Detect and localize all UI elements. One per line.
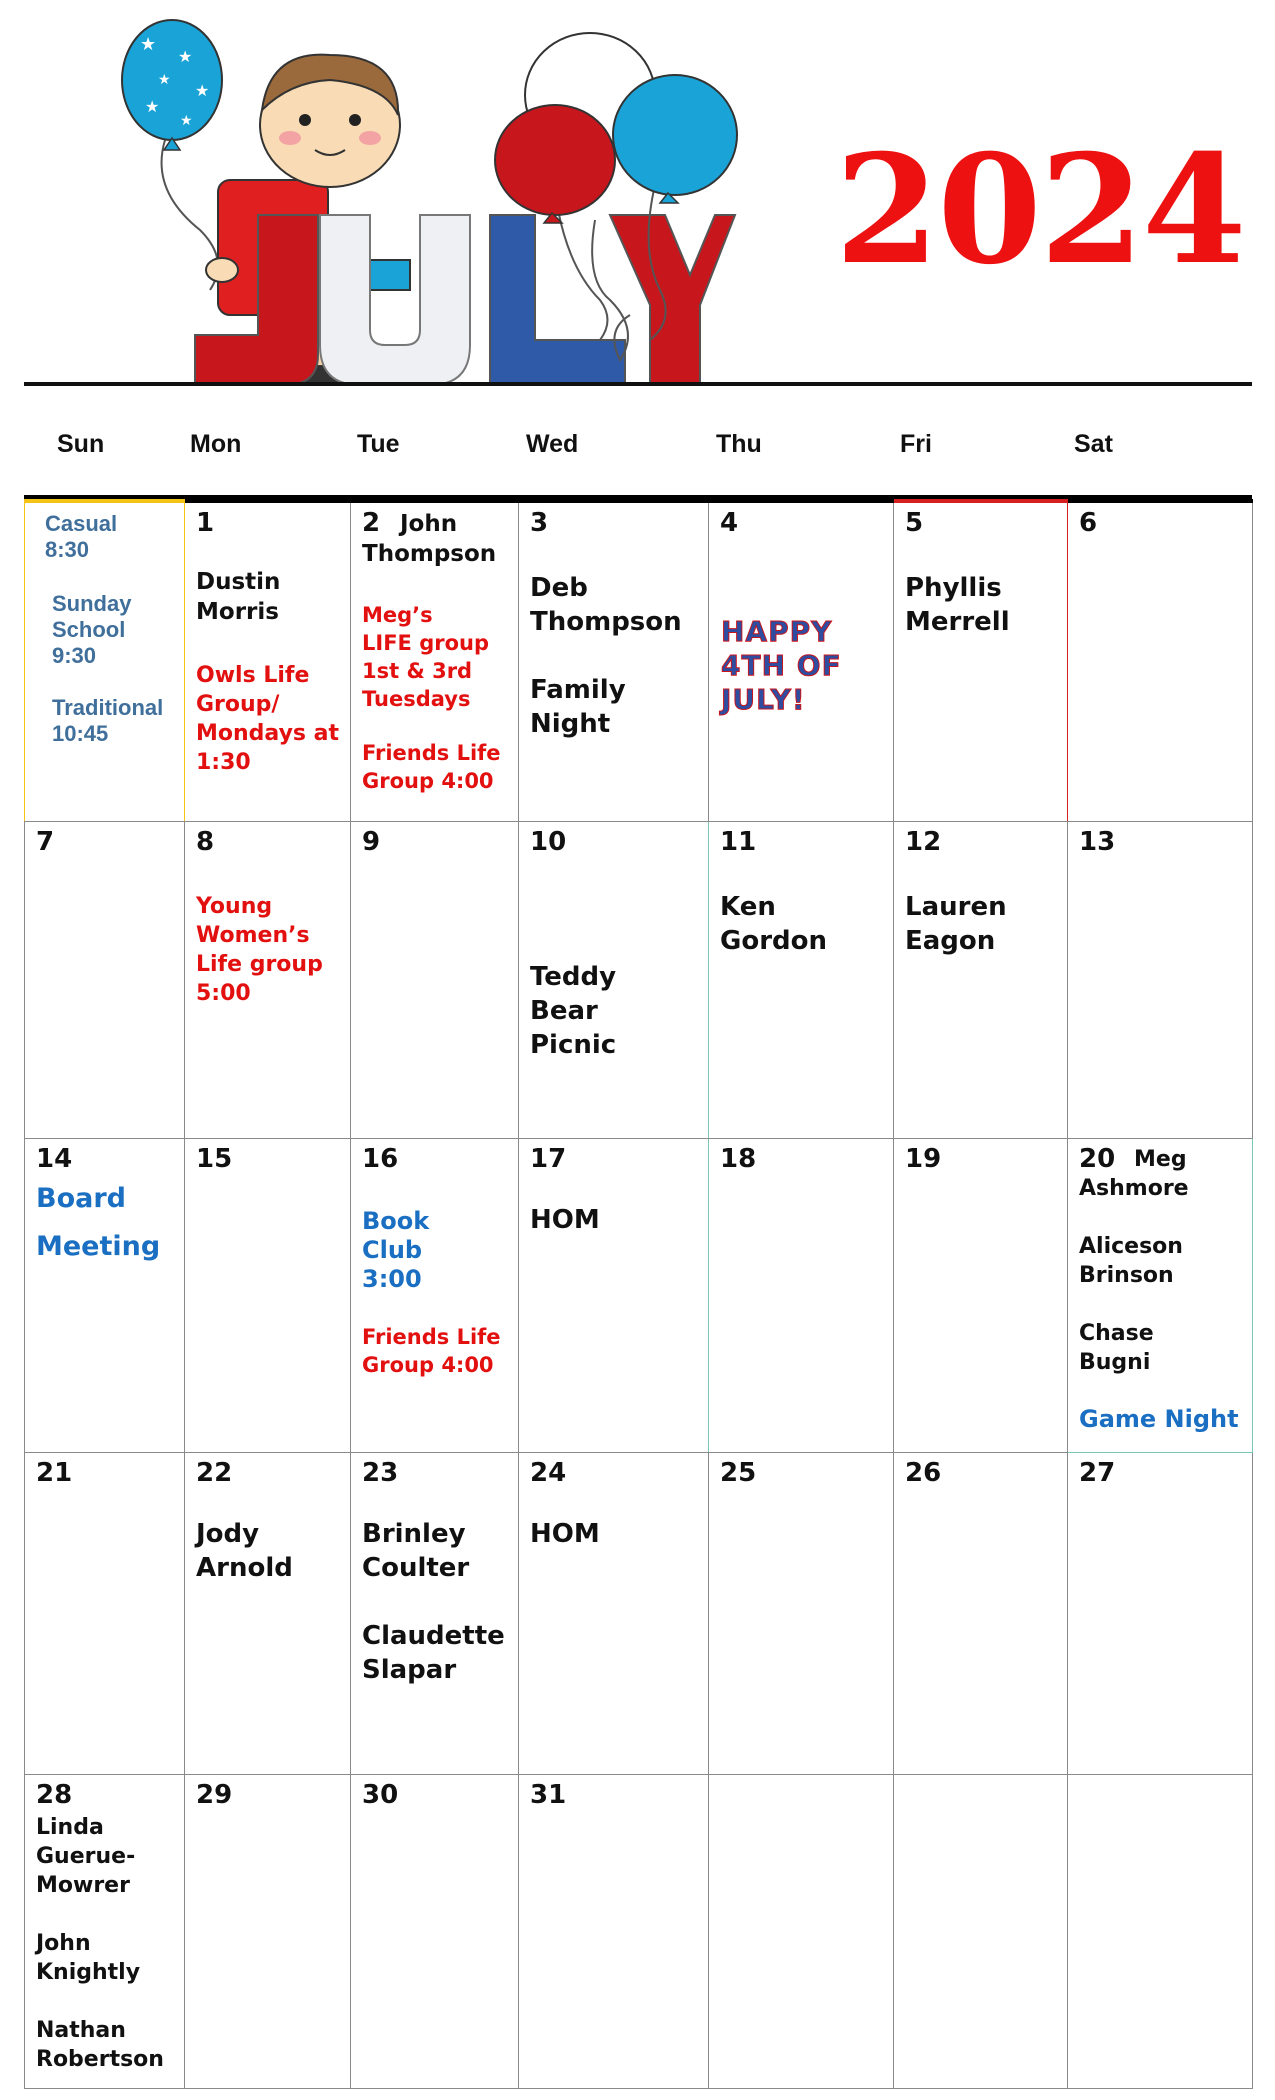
- header-divider: [24, 382, 1252, 386]
- event-text-life-group: Meg’s LIFE group 1st & 3rd Tuesdays: [362, 603, 489, 711]
- day-number: 25: [720, 1458, 757, 1488]
- event-text-friends-group: Friends Life Group 4:00: [362, 1325, 501, 1377]
- birthday-text: Phyllis Merrell: [905, 573, 1010, 637]
- blue-balloon-icon: [613, 75, 737, 203]
- day-number: 7: [36, 827, 55, 857]
- birthday-text: Jody Arnold: [196, 1519, 293, 1583]
- svg-text:★: ★: [180, 113, 193, 129]
- day-number: 17: [530, 1144, 567, 1174]
- day-number: 8: [196, 827, 215, 857]
- day-number: 3: [530, 508, 549, 538]
- day-number: 2: [362, 508, 381, 538]
- day-cell-3: [519, 501, 709, 822]
- birthday-text: Ken Gordon: [720, 892, 828, 956]
- day-number: 28: [36, 1780, 73, 1810]
- event-text: HOM: [530, 1519, 600, 1549]
- day-number: 12: [905, 827, 942, 857]
- day-cell-1: [185, 501, 351, 822]
- day-cell-25: [709, 1453, 894, 1775]
- day-cell-empty: [894, 1775, 1068, 2089]
- event-text: Owls Life Group/ Mondays at 1:30: [196, 663, 340, 775]
- day-cell-8: [185, 822, 351, 1139]
- day-number: 1: [196, 508, 215, 538]
- event-text: Young Women’s Life group 5:00: [196, 894, 323, 1006]
- red-balloon-icon: [495, 105, 615, 223]
- day-cell-27: [1068, 1453, 1253, 1775]
- day-cell-2: [351, 501, 519, 822]
- svg-text:★: ★: [145, 97, 160, 116]
- service-casual: Casual 8:30: [45, 511, 118, 562]
- year-title: 2024: [835, 122, 1245, 298]
- day-number: 21: [36, 1458, 73, 1488]
- birthday-text: John Thompson: [362, 511, 497, 567]
- day-cell-17: [519, 1139, 709, 1453]
- day-cell-28: [25, 1775, 185, 2089]
- happy-4th-clipart: HAPPY 4TH OF JULY!: [721, 615, 842, 716]
- day-cell-4: [709, 501, 894, 822]
- birthday-text: Deb Thompson: [530, 573, 682, 637]
- day-number: 24: [530, 1458, 567, 1488]
- day-number: 30: [362, 1780, 399, 1810]
- birthday-text: Dustin Morris: [196, 569, 281, 625]
- day-cell-22: [185, 1453, 351, 1775]
- day-cell-empty: [709, 1775, 894, 2089]
- day-cell-30: [351, 1775, 519, 2089]
- day-number: 20: [1079, 1144, 1116, 1174]
- day-cell-29: [185, 1775, 351, 2089]
- day-cell-service-times: [25, 501, 185, 822]
- calendar-grid: [24, 499, 1253, 2089]
- day-cell-20: [1068, 1139, 1253, 1453]
- svg-text:★: ★: [178, 47, 193, 66]
- weekday-wed: Wed: [526, 430, 579, 458]
- day-number: 16: [362, 1144, 399, 1174]
- day-cell-13: [1068, 822, 1253, 1139]
- day-number: 31: [530, 1780, 567, 1810]
- svg-text:★: ★: [195, 81, 210, 100]
- event-text: Game Night: [1079, 1405, 1239, 1433]
- day-number: 9: [362, 827, 381, 857]
- event-text: Family Night: [530, 675, 626, 739]
- birthday-text: Brinley Coulter Claudette Slapar: [362, 1519, 505, 1685]
- star-balloon-icon: [122, 20, 222, 150]
- birthday-text: Meg Ashmore Aliceson Brinson Chase Bugni: [1079, 1147, 1189, 1375]
- weekday-mon: Mon: [190, 430, 242, 458]
- event-text-friends-group: Friends Life Group 4:00: [362, 741, 501, 793]
- event-text-book-club: Book Club 3:00: [362, 1207, 430, 1293]
- day-number: 6: [1079, 508, 1098, 538]
- day-number: 19: [905, 1144, 942, 1174]
- day-cell-23: [351, 1453, 519, 1775]
- day-cell-10: [519, 822, 709, 1139]
- day-number: 4: [720, 508, 739, 538]
- day-cell-21: [25, 1453, 185, 1775]
- day-cell-5: [894, 501, 1068, 822]
- day-cell-26: [894, 1453, 1068, 1775]
- day-number: 29: [196, 1780, 233, 1810]
- svg-text:★: ★: [158, 72, 171, 88]
- weekday-sat: Sat: [1074, 430, 1113, 458]
- day-cell-12: [894, 822, 1068, 1139]
- july-lettering: [195, 215, 735, 385]
- day-cell-19: [894, 1139, 1068, 1453]
- day-cell-18: [709, 1139, 894, 1453]
- weekday-thu: Thu: [716, 430, 762, 458]
- birthday-text: Linda Guerue- Mowrer John Knightly Nathan Robertson: [36, 1815, 164, 2072]
- day-cell-31: [519, 1775, 709, 2089]
- weekday-tue: Tue: [357, 430, 400, 458]
- svg-text:★: ★: [140, 34, 157, 55]
- service-sunday-school: Sunday School 9:30: [52, 591, 132, 668]
- weekday-fri: Fri: [900, 430, 932, 458]
- day-cell-11: [709, 822, 894, 1139]
- day-number: 10: [530, 827, 567, 857]
- day-cell-empty: [1068, 1775, 1253, 2089]
- day-cell-24: [519, 1453, 709, 1775]
- day-number: 11: [720, 827, 757, 857]
- day-number: 26: [905, 1458, 942, 1488]
- day-number: 18: [720, 1144, 757, 1174]
- weekday-sun: Sun: [57, 430, 105, 458]
- day-number: 23: [362, 1458, 399, 1488]
- day-number: 15: [196, 1144, 233, 1174]
- day-cell-14: [25, 1139, 185, 1453]
- day-number: 27: [1079, 1458, 1116, 1488]
- day-cell-9: [351, 822, 519, 1139]
- day-number: 22: [196, 1458, 233, 1488]
- day-number: 5: [905, 508, 924, 538]
- day-cell-7: [25, 822, 185, 1139]
- day-cell-15: [185, 1139, 351, 1453]
- event-text: Teddy Bear Picnic: [530, 962, 617, 1060]
- service-traditional: Traditional 10:45: [52, 695, 164, 746]
- day-number: 13: [1079, 827, 1116, 857]
- event-text: Board Meeting: [36, 1183, 161, 1262]
- birthday-text: Lauren Eagon: [905, 892, 1007, 956]
- day-cell-16: [351, 1139, 519, 1453]
- day-cell-6: [1068, 501, 1253, 822]
- event-text: HOM: [530, 1205, 600, 1235]
- day-number: 14: [36, 1144, 73, 1174]
